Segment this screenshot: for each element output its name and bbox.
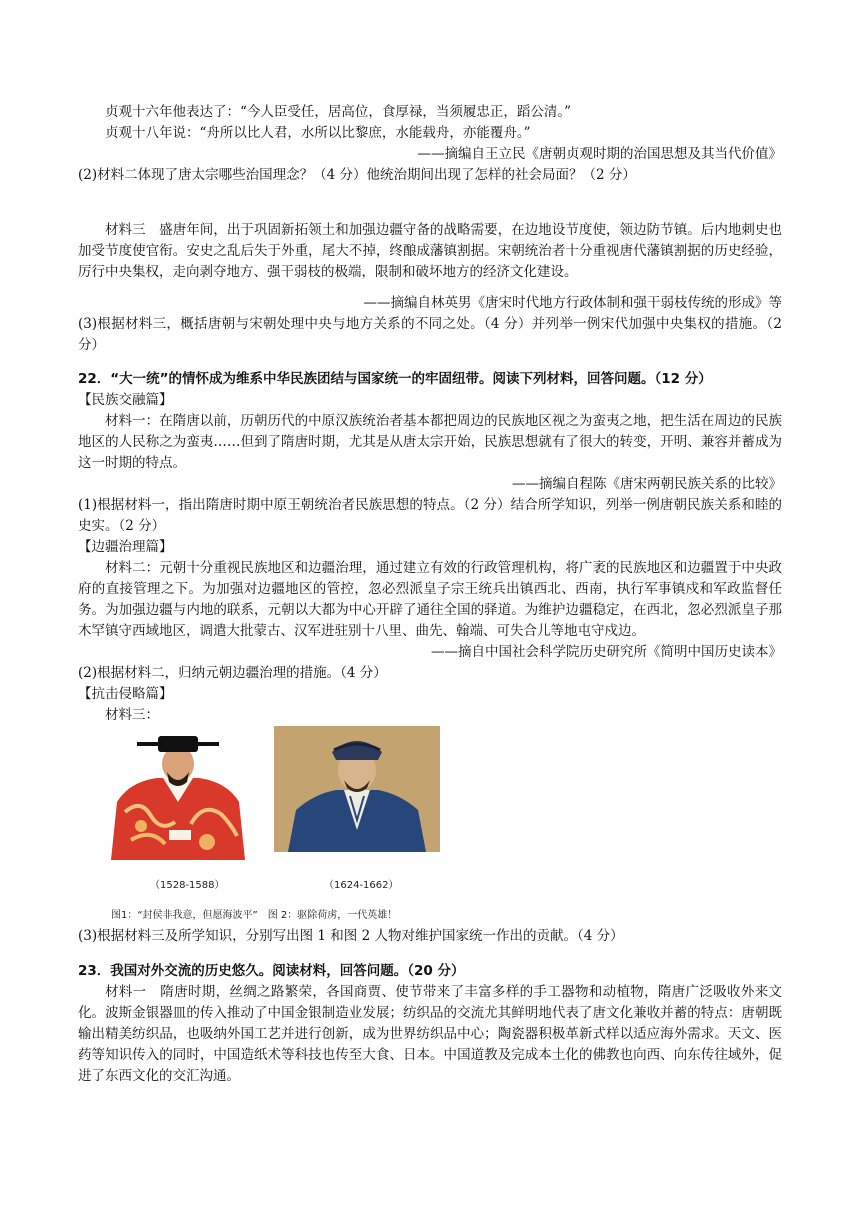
source-citation: ——摘编自程陈《唐宋两朝民族关系的比较》 [512,476,782,492]
source-citation: ——摘自中国社会科学院历史研究所《简明中国历史读本》 [431,644,782,660]
question-22-3: (3)根据材料三及所学知识，分别写出图 1 和图 2 人物对维护国家统一作出的贡献。（4 分） [78,928,624,944]
section-label: 【边疆治理篇】 [78,539,173,555]
portrait-zheng-chenggong-image [274,726,440,852]
question-22-2: (2)根据材料二，归纳元朝边疆治理的措施。（4 分） [78,665,387,681]
source-citation: ——摘编自王立民《唐朝贞观时期的治国思想及其当代价值》 [417,146,782,162]
quote-line-1: 贞观十六年他表达了：“今人臣受任，居高位，食厚禄，当须履忠正，蹈公清。” [105,104,572,120]
question-23-heading: 23．我国对外交流的历史悠久。阅读材料，回答问题。（20 分） [78,963,465,979]
figure-1-years: （1528-1588） [150,880,225,891]
section-label: 【民族交融篇】 [78,392,173,408]
figure-caption: 图1：“封侯非我意，但愿海波平” 图 2：驱除荷虏，一代英雄！ [111,910,398,921]
source-citation: ——摘编自林英男《唐宋时代地方行政体制和强干弱枝传统的形成》等 [363,295,782,311]
section-label: 【抗击侵略篇】 [78,686,173,702]
q22-material-2-text: 材料二：元朝十分重视民族地区和边疆治理，通过建立有效的行政管理机构，将广袤的民族地区和边疆置于中央政府的直接管理之下。为加强对边疆地区的管控，忽必烈派皇子宗王统兵出镇西北、西南，执行军事镇戍和军政监督任务。为加强边疆与内地的联系，元朝以大都为中心开辟了通往全国的驿道。为维护边疆稳定，在西北，忽必烈派皇子那木罕镇守西域地区，调遣大批蒙古、汉军进驻别十八里、曲先、翰端、可失合儿等地屯守戍边。 [78,560,782,639]
question-21-2: (2)材料二体现了唐太宗哪些治国理念？（4 分）他统治期间出现了怎样的社会局面？（2 分） [78,167,636,183]
portrait-qi-jiguang-image [111,732,245,860]
q23-material-1-text: 材料一 隋唐时期，丝绸之路繁荣，各国商贾、使节带来了丰富多样的手工器物和动植物，隋唐广泛吸收外来文化。波斯金银器皿的传入推动了中国金银制造业发展；纺织品的交流尤其鲜明地代表了唐文化兼收并蓄的特点：唐朝既输出精美纺织品，也吸纳外国工艺并进行创新，成为世界纺织品中心；陶瓷器积极革新式样以适应海外需求。天文、医药等知识传入的同时，中国造纸术等科技也传至大食、日本。中国道教及完成本土化的佛教也向西、向东传往域外，促进了东西文化的交汇沟通。 [78,984,782,1084]
exam-page [78,0,782,1087]
figure-2-years: （1624-1662） [324,880,399,891]
quote-line-2: 贞观十八年说：“舟所以比人君，水所以比黎庶，水能载舟，亦能覆舟。” [105,125,531,141]
portrait-figures [78,728,782,921]
question-22-heading: 22．“大一统”的情怀成为维系中华民族团结与国家统一的牢固纽带。阅读下列材料，回答问题。（12 分） [78,371,712,387]
q22-material-3-label: 材料三： [105,707,159,723]
material-3-text: 材料三 盛唐年间，出于巩固新拓领土和加强边疆守备的战略需要，在边地设节度使，领边防节镇。后内地刺史也加受节度使官衔。安史之乱后失于外重，尾大不掉，终酿成藩镇割据。宋朝统治者十分重视唐代藩镇割据的历史经验，厉行中央集权，走向剥夺地方、强干弱枝的极端，限制和破坏地方的经济文化建设。 [78,222,782,280]
question-22-1: (1)根据材料一，指出隋唐时期中原王朝统治者民族思想的特点。（2 分）结合所学知识，列举一例唐朝民族关系和睦的史实。（2 分） [78,497,782,534]
q22-material-1-text: 材料一：在隋唐以前，历朝历代的中原汉族统治者基本都把周边的民族地区视之为蛮夷之地，把生活在周边的民族地区的人民称之为蛮夷……但到了隋唐时期，尤其是从唐太宗开始，民族思想就有了很大的转变，开明、兼容并蓄成为这一时期的特点。 [78,413,782,471]
question-21-3: (3)根据材料三，概括唐朝与宋朝处理中央与地方关系的不同之处。（4 分）并列举一例宋代加强中央集权的措施。（2 分） [78,316,782,353]
